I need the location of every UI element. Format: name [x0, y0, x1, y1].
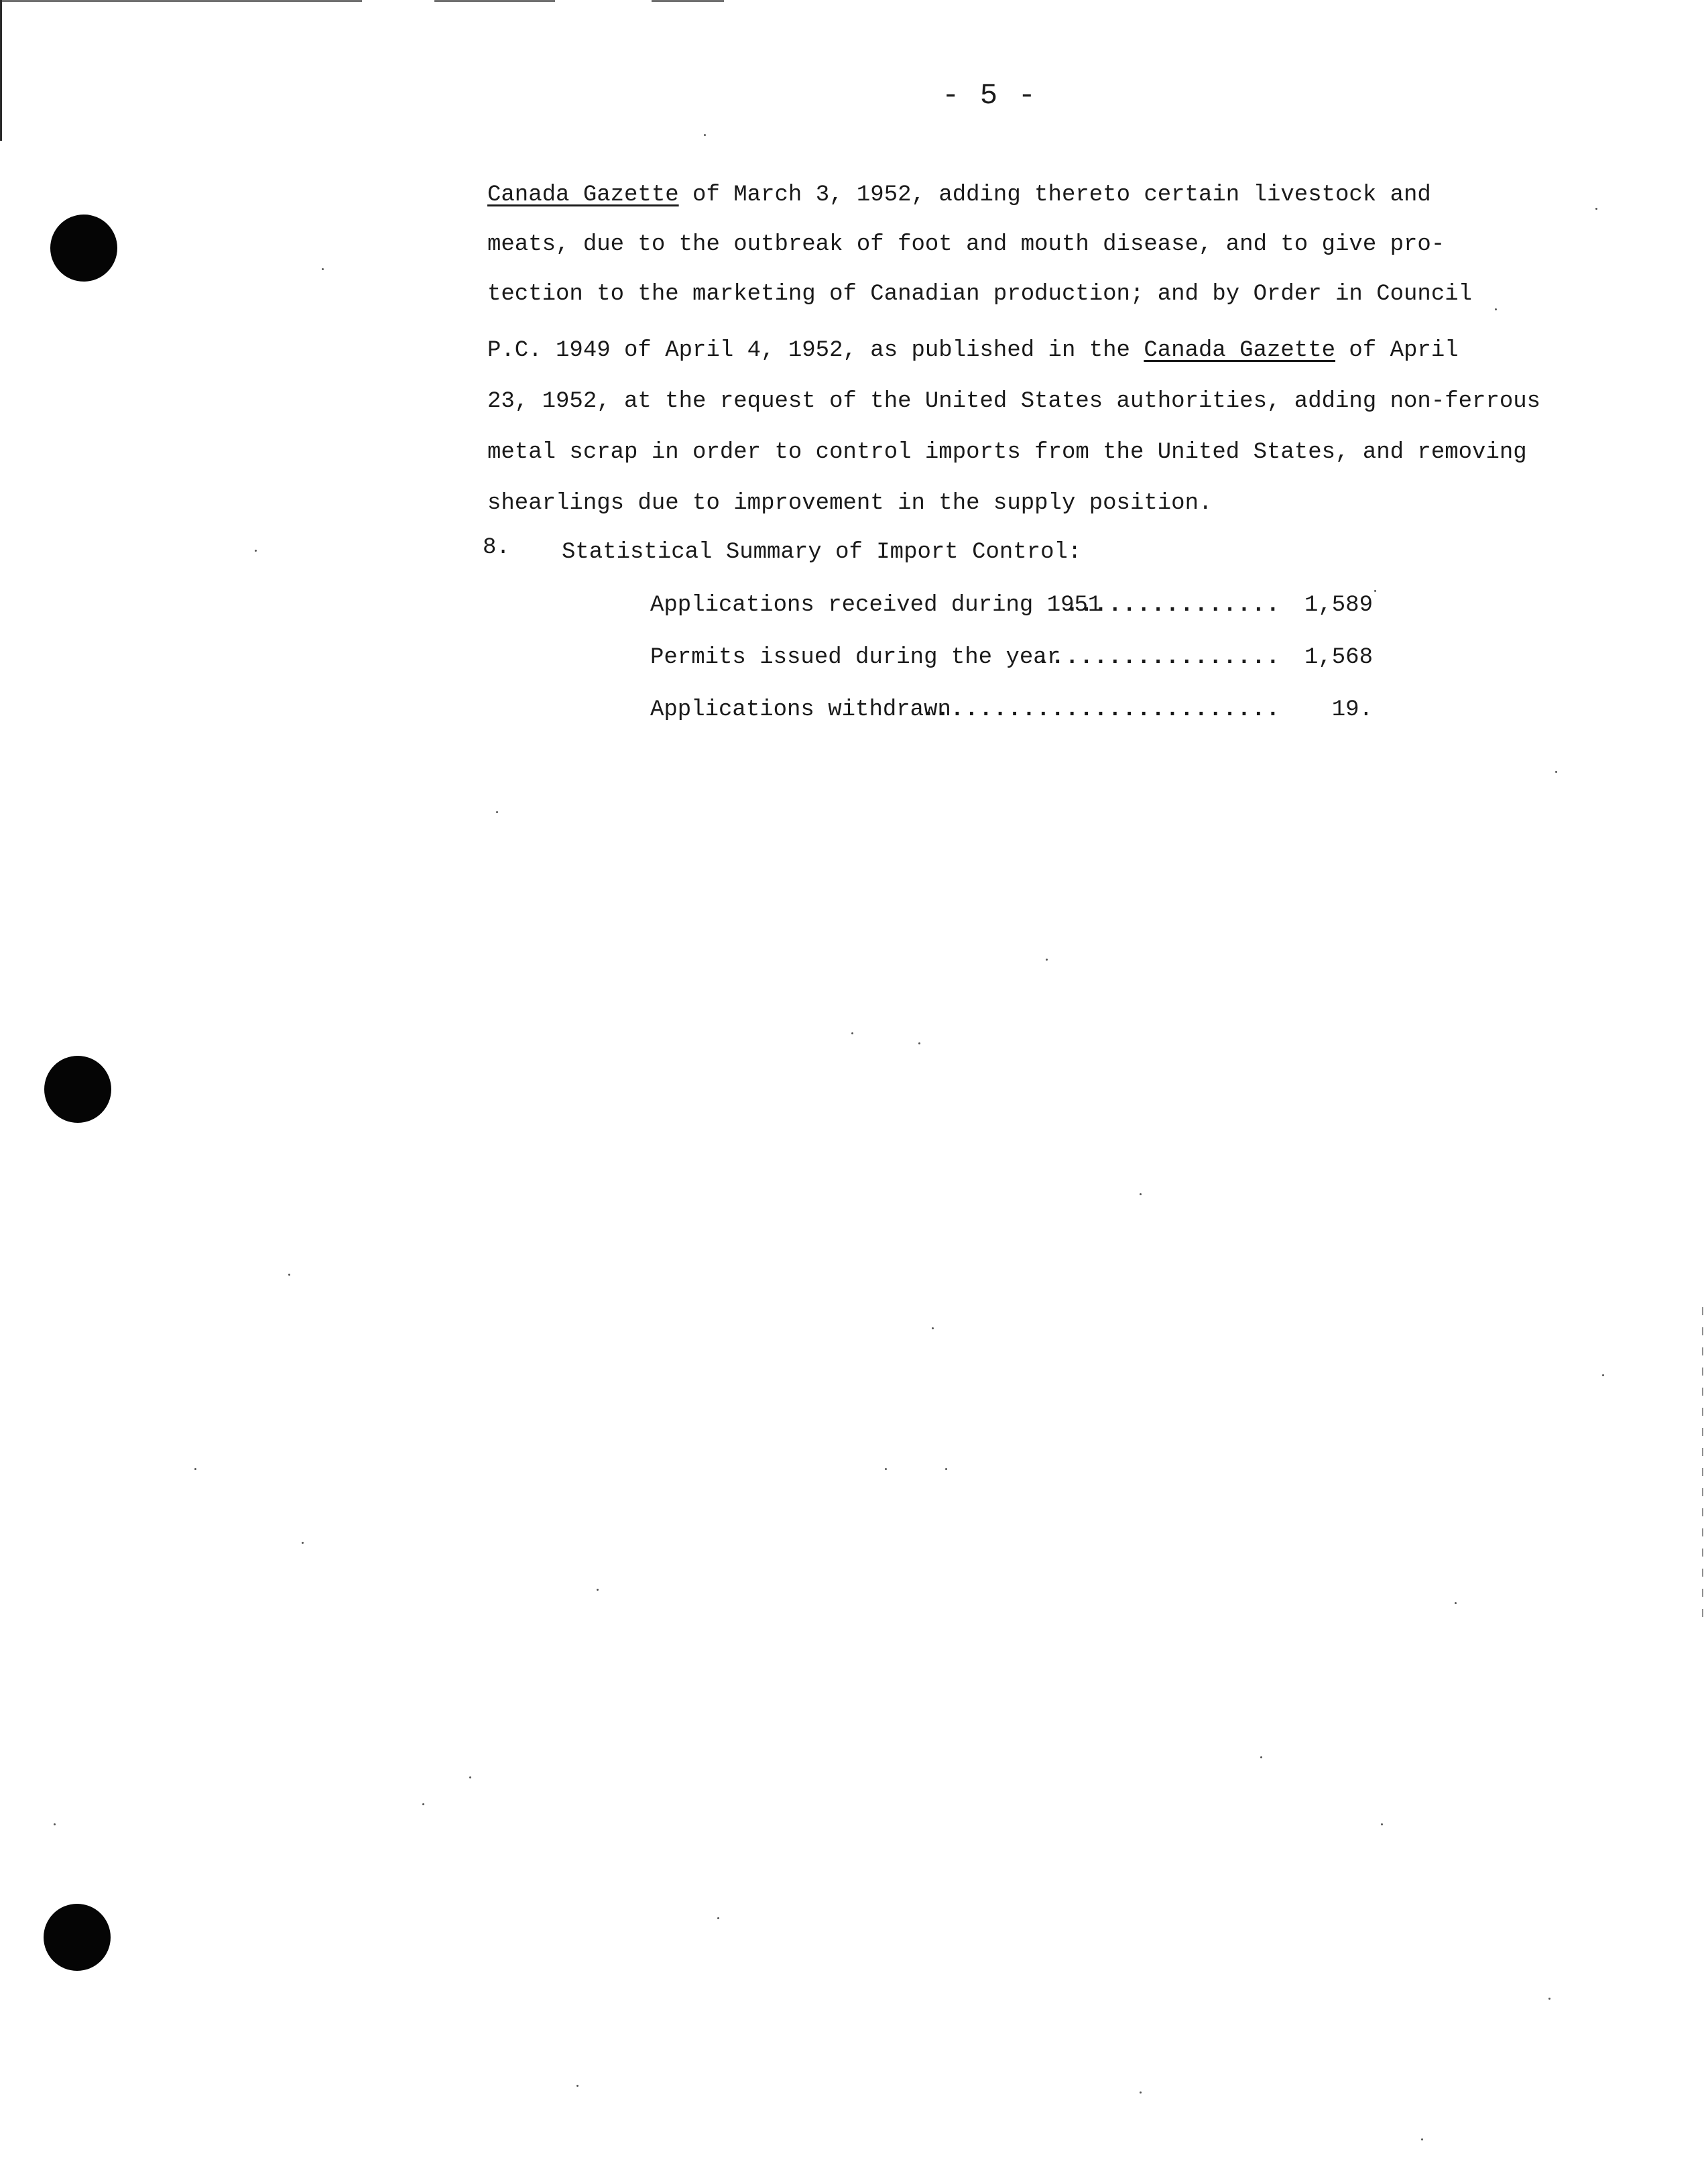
paragraph-line-5: 23, 1952, at the request of the United States authorities, adding non-ferrous	[487, 389, 1541, 414]
punch-hole-middle	[44, 1056, 111, 1123]
statistics-row	[650, 593, 1388, 626]
statistic-value: 1,568	[1304, 645, 1373, 670]
scan-right-edge	[1702, 1307, 1703, 1629]
statistic-label: Applications received during 1951	[650, 593, 1102, 618]
statistic-value: 19.	[1331, 697, 1373, 723]
canada-gazette-reference: Canada Gazette	[487, 182, 679, 208]
page-number: - 5 -	[942, 79, 1038, 113]
scan-top-edge	[0, 0, 1207, 2]
section-title: Statistical Summary of Import Control:	[562, 540, 1082, 565]
dot-leader: .........................	[921, 697, 1280, 723]
line-4-text-start: P.C. 1949 of April 4, 1952, as published in the	[487, 338, 1144, 363]
statistic-value: 1,589	[1304, 593, 1373, 618]
punch-hole-top	[50, 215, 117, 282]
canada-gazette-reference: Canada Gazette	[1144, 338, 1336, 363]
line-4-text-end: of April	[1335, 338, 1459, 363]
statistics-row	[650, 697, 1388, 731]
paragraph-line-1	[487, 182, 1431, 208]
statistics-row	[650, 645, 1388, 678]
paragraph-line-7: shearlings due to improvement in the supply position.	[487, 491, 1213, 516]
paragraph-line-4	[487, 338, 1459, 363]
statistic-label: Permits issued during the year	[650, 645, 1061, 670]
punch-hole-bottom	[44, 1904, 111, 1971]
dot-leader: ...............	[1064, 593, 1280, 618]
statistic-label: Applications withdrawn	[650, 697, 951, 723]
paragraph-line-6: metal scrap in order to control imports from the United States, and removing	[487, 440, 1527, 465]
paragraph-line-2: meats, due to the outbreak of foot and mouth disease, and to give pro-	[487, 232, 1445, 257]
section-number: 8.	[483, 535, 510, 560]
line-1-text: of March 3, 1952, adding thereto certain livestock and	[678, 182, 1431, 208]
dot-leader: .................	[1036, 645, 1280, 670]
paragraph-line-3: tection to the marketing of Canadian production; and by Order in Council	[487, 282, 1473, 307]
scan-left-edge	[0, 0, 2, 141]
